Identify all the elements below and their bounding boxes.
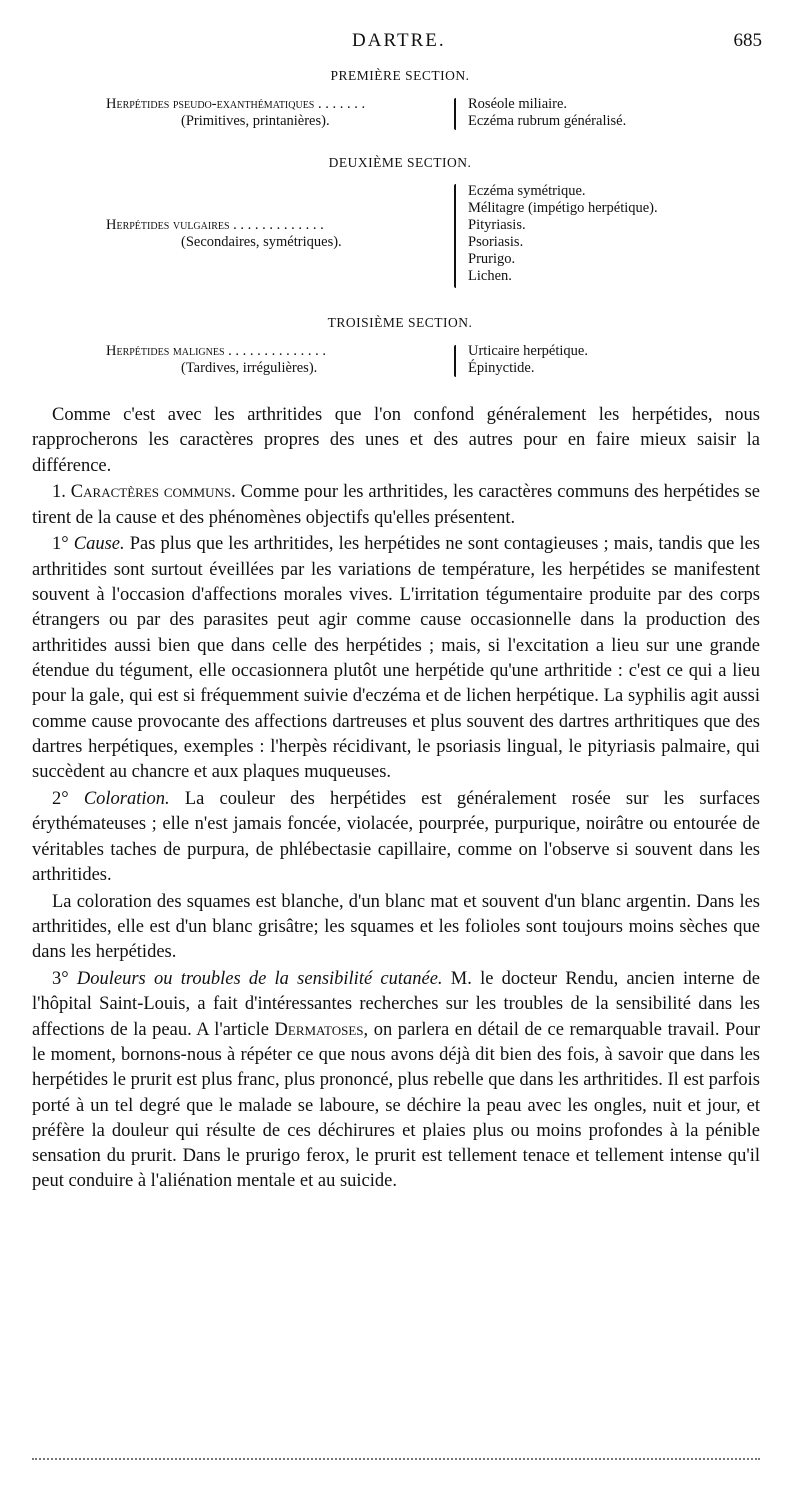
section-1-items — [452, 96, 626, 130]
section-3-items — [452, 343, 588, 377]
section-2-item: Lichen. — [468, 268, 512, 284]
cross-reference: Dermatoses — [274, 1019, 364, 1040]
section-2-sublabel: (Secondaires, symétriques). — [181, 234, 342, 250]
paragraph-cause — [32, 532, 760, 785]
paragraph-text: M. le docteur Rendu, ancien interne de l'hôpital Saint-Louis, a fait d'intéressantes recherches sur les troubles de la sensibilité dans les affections de la peau. A l'article — [32, 969, 761, 1040]
section-3-item: Épinyctide. — [468, 360, 535, 376]
section-2-label-block: Herpétides vulgaires . . . . . . . . . . . . . (Secondaires, symétriques). — [106, 217, 446, 251]
section-2-item: Psoriasis. — [468, 234, 524, 250]
section-1-sublabel: (Primitives, printanières). — [181, 113, 330, 129]
paragraph-heading: Caractères communs. — [70, 482, 236, 503]
paragraph-heading: Cause. — [73, 534, 125, 555]
section-2-label: Herpétides vulgaires — [106, 217, 230, 233]
section-2-item: Pityriasis. — [468, 217, 526, 233]
paragraph-text: Comme pour les arthritides, les caractères communs des herpétides se tirent de la cause et des phénomènes objectifs qu'elles présentent. — [32, 482, 761, 528]
paragraph-intro: Comme c'est avec les arthritides que l'on confond généralement les herpétides, nous rapprocherons les caractères propres des unes et des autres pour en faire mieux saisir la différence. — [32, 405, 760, 476]
page-number: 685 — [733, 30, 762, 51]
section-1-label: Herpétides pseudo-exanthématiques — [106, 96, 315, 112]
section-1-title: PREMIÈRE SECTION. — [330, 68, 470, 83]
section-3-label: Herpétides malignes — [106, 343, 225, 359]
section-2-item: Prurigo. — [468, 251, 516, 267]
paragraph-number: 3° — [52, 969, 69, 990]
section-1-item: Roséole miliaire. — [468, 96, 568, 112]
section-3-title: TROISIÈME SECTION. — [327, 315, 473, 330]
section-3-item: Urticaire herpétique. — [468, 343, 588, 359]
paragraph-text: , on parlera en détail de ce remarquable travail. Pour le moment, bornons-nous à répéter ce que nous avons déjà dit bien des fois, à savoir que dans les herpétides le prurit est plus franc, plus prononcé, plus rebelle que dans les arthritides. Il est parfois porté à un tel degré que le malade se laboure, se déchire la peau avec les ongles, nuit et jour, et préfère la douleur qui résulte de ces déchirures et plaies plus ou moins profondes à la pénible sensation du prurit. Dans le prurigo ferox, le prurit est tellement tenace et tellement intense qu'il peut conduire à l'aliénation mentale et au suicide. — [32, 1019, 760, 1192]
paragraph-common-characters — [32, 480, 760, 531]
paragraph-text: Pas plus que les arthritides, les herpétides ne sont contagieuses ; mais, tandis que les arthritides sont surtout éveillées par les variations de température, les herpétides se manifestent souvent à l'occasion d'affections morales vives. L'irritation tégumentaire produite par des corps étrangers ou par des parasites peut agir comme cause occasionnelle dans la production des arthritides aussi bien que dans celle des herpétides ; mais, si l'excitation a lieu sur une grande étendue du tégument, elle occasionnera plutôt une herpétide qu'une arthritide : c'est ce qui a lieu pour la gale, qui est si fréquemment suivie d'eczéma et de lichen herpétique. La syphilis agit aussi comme cause provocante des affections dartreuses et plus souvent des dartres arthritiques que des dartres herpétiques, exemples : l'herpès récidivant, le psoriasis lingual, le pityriasis palmaire, qui succèdent au chancre et aux plaques muqueuses. — [32, 534, 761, 783]
section-2-item: Eczéma symétrique. — [468, 183, 586, 199]
section-3-sublabel: (Tardives, irrégulières). — [181, 360, 318, 376]
paragraph-text: La couleur des herpétides est généralement rosée sur les surfaces érythémateuses ; elle n'est jamais foncée, violacée, pourprée, purpurique, noirâtre ou entourée de véritables taches de purpura, de phlébectasie capillaire, comme on l'observe si souvent dans les arthritides. — [32, 788, 761, 885]
running-title: DARTRE. — [352, 30, 446, 51]
section-2-title: DEUXIÈME SECTION. — [328, 155, 472, 170]
section-1-item: Eczéma rubrum généralisé. — [468, 113, 627, 129]
paragraph-number: 1. — [52, 482, 66, 503]
body-text — [32, 403, 760, 1196]
paragraph-number: 2° — [52, 788, 69, 809]
paragraph-coloration — [32, 787, 760, 888]
paragraph-heading: Coloration. — [83, 788, 170, 809]
paragraph-sensibility — [32, 967, 760, 1195]
section-2-items — [452, 183, 658, 285]
paragraph-heading: Douleurs ou troubles de la sensibilité cutanée. — [76, 969, 443, 990]
running-header — [0, 30, 800, 56]
section-1-label-block: Herpétides pseudo-exanthématiques . . . . . . . (Primitives, printanières). — [106, 96, 446, 130]
section-2-item: Mélitagre (impétigo herpétique). — [468, 200, 658, 216]
paragraph-number: 1° — [52, 534, 69, 555]
footer-dotted-rule — [32, 1458, 760, 1460]
paragraph-squames: La coloration des squames est blanche, d'un blanc mat et souvent d'un blanc argentin. Dans les arthritides, elle est d'un blanc grisâtre; les squames et les folioles sont toujours moins sèches que dans les herpétides. — [32, 891, 760, 963]
section-3-label-block: Herpétides malignes . . . . . . . . . . . . . . (Tardives, irrégulières). — [106, 343, 446, 377]
